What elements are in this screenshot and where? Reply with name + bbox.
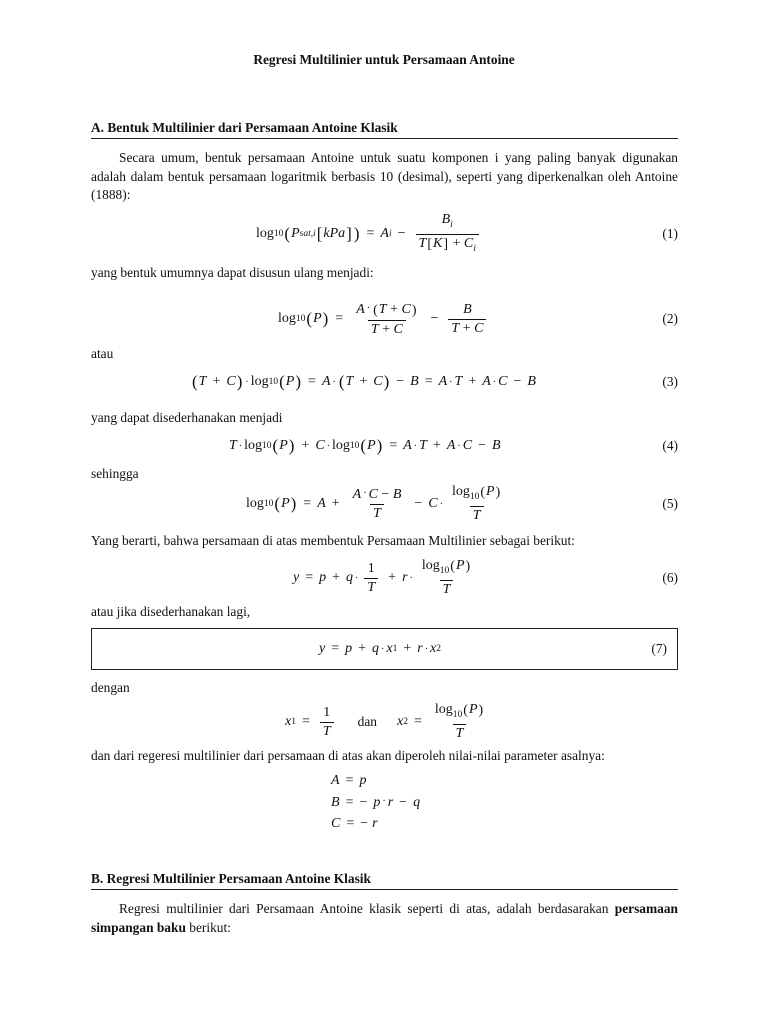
after-eq5-text: Yang berarti, bahwa persamaan di atas membentuk Persamaan Multilinier sebagai berikut:: [91, 533, 575, 548]
equation-1: log 10 ( P sat,i [ kPa ] ) = A i − $\frac{B_i}{T[K] + C_i}$ (1): [91, 214, 678, 254]
after-eq3-text: yang dapat disederhanakan menjadi: [91, 410, 283, 425]
equation-4: T · log 10 ( P ) + C · log 10 ( P ) = A · T + A · C − B (4): [91, 426, 678, 466]
equation-3-number: (3): [662, 374, 678, 389]
parameter-relations: [331, 770, 420, 834]
equation-6: y = p + q · $\frac{1}{T}$ + r · $\frac{\log_{10}(P)}{T}$ (6): [293, 558, 678, 597]
equation-7-number: (7): [651, 641, 667, 656]
after-eq1-text: yang bentuk umumnya dapat disusun ulang menjadi:: [91, 265, 374, 280]
equation-1-number: (1): [662, 226, 678, 241]
equation-2: log 10 ( P ) = $\frac{A \cdot (T + C)}{T + C}$ − $\frac{B}{T + C}$ (2): [91, 299, 678, 339]
equation-5-number: (5): [662, 496, 678, 511]
equation-2-number: (2): [662, 311, 678, 326]
variable-definitions: x 1 = $\frac{1}{T}$ dan x 2 = $\frac{\log_{10}(P)}{T}$: [285, 702, 484, 741]
section-b-paragraph: [91, 900, 678, 937]
equation-6-number: (6): [662, 570, 678, 585]
document-title: Regresi Multilinier untuk Persamaan Antoine: [253, 52, 515, 67]
equation-7-box: y = p + q · x 1 + r · x 2 (7): [91, 628, 678, 670]
section-b-text-start: Regresi multilinier dari Persamaan Antoine klasik seperti di atas, adalah berdasarakan: [119, 901, 609, 916]
section-a-heading: A. Bentuk Multilinier dari Persamaan Antoine Klasik: [91, 120, 678, 139]
equation-4-number: (4): [662, 438, 678, 453]
section-b-heading: B. Regresi Multilinier Persamaan Antoine Klasik: [91, 871, 678, 890]
after-defs-text: dan dari regeresi multilinier dari persamaan di atas akan diperoleh nilai-nilai parameter asalnya:: [91, 748, 605, 763]
param-b-relation: B = − p · r − q: [331, 795, 421, 810]
after-eq2-text: atau: [91, 346, 114, 361]
section-b-text-end: berikut:: [189, 919, 231, 935]
param-a-relation: A = p: [331, 773, 367, 788]
after-eq6-text: atau jika disederhanakan lagi,: [91, 604, 251, 619]
defs-connector: dan: [357, 714, 378, 729]
section-b-bold-term: persamaan simpangan baku: [91, 901, 678, 935]
param-c-relation: C = − r: [331, 816, 378, 831]
equation-5: log 10 ( P ) = A + $\frac{A \cdot C - B}{T}$ − C · $\frac{\log_{10}(P)}{T}$ (5): [246, 484, 678, 523]
after-eq7-text: dengan: [91, 680, 130, 695]
equation-3: ( T + C ) · log 10 ( P ) = A · ( T + C ) − B = A · T + A · C − B (3): [91, 362, 678, 402]
after-eq4-text: sehingga: [91, 466, 139, 481]
intro-paragraph: Secara umum, bentuk persamaan Antoine untuk suatu komponen i yang paling banyak digunakan adalah dalam bentuk persamaan logaritmik berbasis 10 (desimal), seperti yang diperkenalkan oleh Antoine (1888):: [91, 150, 678, 202]
